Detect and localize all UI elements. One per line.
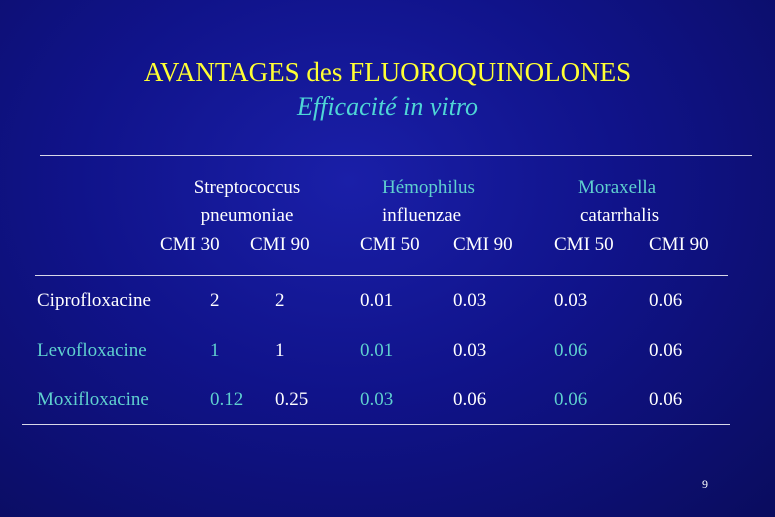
group-header-moraxella-line1: Moraxella [578, 177, 657, 198]
row-name: Moxifloxacine [37, 389, 149, 410]
cell-value: 1 [210, 340, 220, 361]
row-name: Levofloxacine [37, 340, 147, 361]
cell-value: 0.03 [453, 340, 487, 361]
group-header-streptococcus-line1: Streptococcus [193, 177, 301, 198]
cell-value: 0.06 [554, 389, 588, 410]
subheader-cmi: CMI 30 [160, 234, 220, 255]
group-header-moraxella-line2: catarrhalis [580, 205, 660, 226]
subheader-cmi: CMI 50 [554, 234, 614, 255]
cell-value: 1 [275, 340, 285, 361]
cell-value: 0.03 [453, 290, 487, 311]
cell-value: 0.06 [554, 340, 588, 361]
cell-value: 0.01 [360, 290, 394, 311]
cell-value: 0.06 [649, 389, 683, 410]
page-number: 9 [702, 477, 708, 491]
slide-title: AVANTAGES des FLUOROQUINOLONES [143, 57, 632, 87]
cell-value: 0.25 [275, 389, 309, 410]
subheader-cmi: CMI 50 [360, 234, 420, 255]
bottom-divider [22, 424, 730, 425]
top-divider [40, 155, 752, 156]
subheader-cmi: CMI 90 [453, 234, 513, 255]
slide-subtitle: Efficacité in vitro [297, 92, 478, 121]
group-header-streptococcus-line2: pneumoniae [200, 205, 294, 226]
cell-value: 0.06 [649, 340, 683, 361]
header-divider [35, 275, 728, 276]
subheader-cmi: CMI 90 [649, 234, 709, 255]
cell-value: 0.03 [360, 389, 394, 410]
cell-value: 0.06 [453, 389, 487, 410]
cell-value: 2 [275, 290, 285, 311]
cell-value: 0.12 [210, 389, 244, 410]
cell-value: 0.06 [649, 290, 683, 311]
group-header-hemophilus-line2: influenzae [382, 205, 462, 226]
cell-value: 2 [210, 290, 220, 311]
cell-value: 0.01 [360, 340, 394, 361]
cell-value: 0.03 [554, 290, 588, 311]
row-name: Ciprofloxacine [37, 290, 151, 311]
subheader-cmi: CMI 90 [250, 234, 310, 255]
group-header-hemophilus-line1: Hémophilus [382, 177, 475, 198]
